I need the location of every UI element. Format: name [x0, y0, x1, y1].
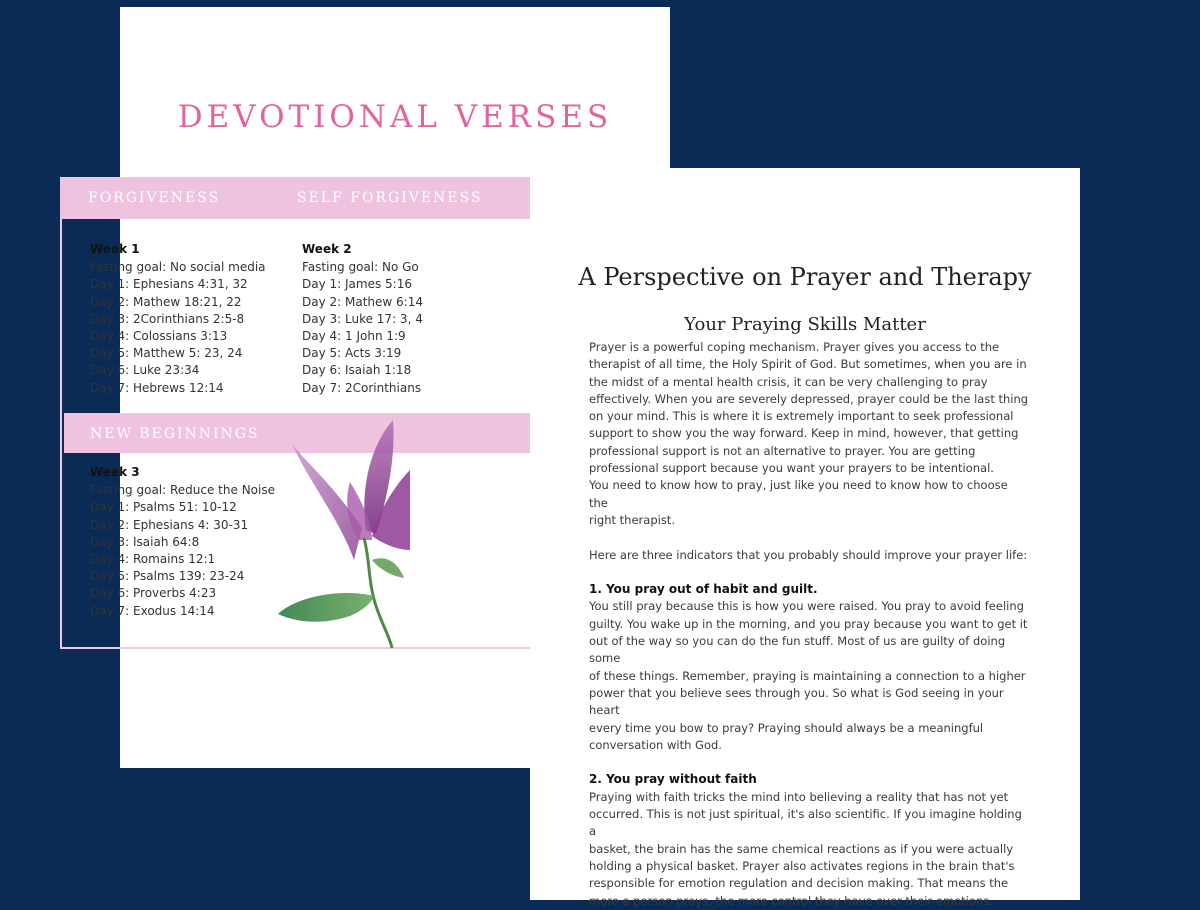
article-line: support to show you the way forward. Keep in mind, however, that getting	[589, 426, 1019, 441]
article-line: power that you believe sees through you. So what is God seeing in your heart	[589, 685, 1004, 718]
watercolor-flower-illustration	[278, 410, 410, 650]
article-title: A Perspective on Prayer and Therapy	[578, 263, 1032, 291]
day-entry: Day 7: 2Corinthians	[302, 380, 422, 395]
article-line: responsible for emotion regulation and decision making. That means the	[589, 876, 1009, 891]
day-entry: Day 2: Mathew 18:21, 22	[90, 294, 242, 309]
day-entry: Day 7: Exodus 14:14	[90, 603, 215, 618]
article-subtitle: Your Praying Skills Matter	[684, 314, 926, 335]
day-entry: Day 5: Acts 3:19	[302, 346, 402, 361]
band-label-new-beginnings: NEW BEGINNINGS	[90, 426, 260, 442]
day-entry: Day 6: Proverbs 4:23	[90, 586, 217, 601]
week-3-plan	[90, 464, 290, 620]
band-label-forgiveness: FORGIVENESS	[88, 190, 221, 206]
article-line: out of the way so you can do the fun stuff. Most of us are guilty of doing some	[589, 634, 1006, 666]
fasting-goal: Fasting goal: No social media	[90, 260, 266, 275]
article-line: Praying with faith tricks the mind into believing a reality that has not yet	[589, 789, 1009, 804]
topic-band-top	[60, 177, 530, 219]
article-line: holding a physical basket. Prayer also activates regions in the brain that's	[589, 858, 1015, 873]
article-line: of these things. Remember, praying is maintaining a connection to a higher	[589, 668, 1026, 683]
day-entry: Day 4: 1 John 1:9	[302, 329, 406, 344]
article-line: occurred. This is not just spiritual, it's also scientific. If you imagine holding a	[589, 807, 1022, 839]
article-line: every time you bow to pray? Praying should always be a meaningful	[589, 720, 984, 735]
day-entry: Day 1: James 5:16	[302, 277, 412, 292]
section-heading: 1. You pray out of habit and guilt.	[589, 582, 818, 597]
article-line: professional support is not an alternative to prayer. You are getting	[589, 443, 976, 458]
day-entry: Day 5: Matthew 5: 23, 24	[90, 346, 243, 361]
day-entry: Day 6: Isaiah 1:18	[302, 363, 412, 378]
article-line: You need to know how to pray, just like you need to know how to choose the	[589, 478, 1008, 510]
day-entry: Day 6: Luke 23:34	[90, 363, 200, 378]
article-line: effectively. When you are severely depressed, prayer could be the last thing	[589, 391, 1029, 406]
article-line: more a person prays, the more control they have over their emotions.	[589, 893, 993, 908]
week-2-plan	[302, 241, 423, 397]
week-1-plan	[90, 241, 305, 397]
day-entry: Day 3: Isaiah 64:8	[90, 534, 200, 549]
section-heading: 2. You pray without faith	[589, 772, 757, 787]
article-line: on your mind. This is where it is extremely important to seek professional	[589, 409, 1014, 424]
day-entry: Day 2: Ephesians 4: 30-31	[90, 517, 249, 532]
day-entry: Day 4: Colossians 3:13	[90, 329, 228, 344]
article-body	[589, 339, 1029, 910]
prayer-therapy-page	[530, 168, 1080, 908]
day-entry: Day 1: Ephesians 4:31, 32	[90, 277, 248, 292]
day-entry: Day 1: Psalms 51: 10-12	[90, 500, 237, 515]
article-line: the midst of a mental health crisis, it can be very challenging to pray	[589, 374, 988, 389]
article-line: Prayer is a powerful coping mechanism. Prayer gives you access to the	[589, 340, 1000, 354]
week-title: Week 2	[302, 242, 352, 256]
article-line: therapist of all time, the Holy Spirit of God. But sometimes, when you are in	[589, 357, 1027, 372]
devotional-title: DEVOTIONAL VERSES	[177, 99, 613, 135]
article-line: guilty. You wake up in the morning, and you pray because you want to get it	[589, 616, 1028, 631]
fasting-goal: Fasting goal: No Go	[302, 260, 419, 275]
week-title: Week 1	[90, 242, 140, 256]
indicators-intro: Here are three indicators that you probably should improve your prayer life:	[589, 547, 1028, 562]
article-line: professional support because you want your prayers to be intentional.	[589, 461, 994, 476]
article-line: You still pray because this is how you were raised. You pray to avoid feeling	[589, 599, 1024, 614]
fasting-goal: Fasting goal: Reduce the Noise	[90, 483, 275, 498]
day-entry: Day 2: Mathew 6:14	[302, 294, 423, 309]
day-entry: Day 4: Romains 12:1	[90, 552, 216, 567]
article-line: right therapist.	[589, 512, 675, 527]
band-label-self-forgiveness: SELF FORGIVENESS	[297, 190, 483, 206]
article-line: basket, the brain has the same chemical reactions as if you were actually	[589, 841, 1014, 856]
article-line: conversation with God.	[589, 737, 722, 752]
day-entry: Day 5: Psalms 139: 23-24	[90, 569, 245, 584]
day-entry: Day 3: 2Corinthians 2:5-8	[90, 311, 245, 326]
day-entry: Day 3: Luke 17: 3, 4	[302, 311, 423, 326]
day-entry: Day 7: Hebrews 12:14	[90, 380, 224, 395]
week-title: Week 3	[90, 465, 140, 479]
